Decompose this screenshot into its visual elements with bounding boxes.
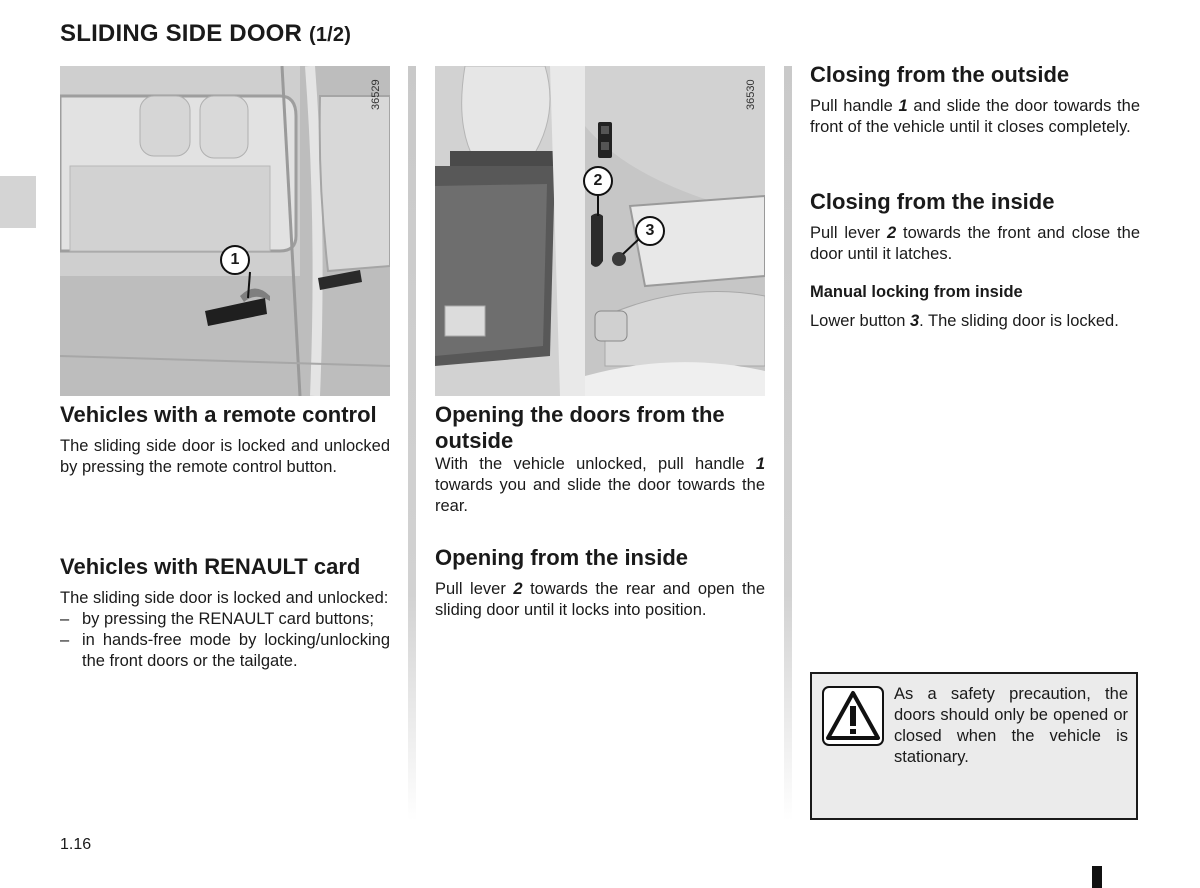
figure-reference-number: 36530 (745, 79, 757, 110)
item-reference: 3 (909, 312, 920, 330)
text-part: . The sliding door is locked. (919, 312, 1119, 330)
heading-manual-locking: Manual locking from inside (810, 283, 1023, 301)
section-opening-outside (435, 402, 765, 517)
text-part: and slide the door towards the front of the vehicle until it closes completely. (810, 97, 1140, 136)
list-dash: – (60, 631, 70, 649)
text-manual-locking (810, 311, 1140, 332)
page-title-part: (1/2) (308, 24, 352, 46)
interior-door-illustration (435, 66, 765, 396)
exterior-door-illustration (60, 66, 390, 396)
item-reference: 1 (755, 455, 765, 473)
list-dash: – (60, 610, 70, 628)
list-item (60, 609, 390, 630)
text-closing-inside (810, 223, 1140, 265)
page-title (60, 20, 351, 48)
text-part: Pull lever (810, 224, 887, 242)
figure-reference-number: 36529 (370, 79, 382, 110)
text-opening-inside (435, 579, 765, 621)
section-closing-inside (810, 189, 1140, 265)
page-number: 1.16 (60, 836, 92, 853)
heading-closing-outside: Closing from the outside (810, 62, 1070, 87)
text-part: towards the front and close the door until it latches. (810, 224, 1140, 263)
section-manual-locking (810, 282, 1140, 332)
text-remote-control: The sliding side door is locked and unlocked by pressing the remote control button. (60, 437, 390, 476)
heading-opening-inside: Opening from the inside (435, 545, 689, 570)
heading-remote-control: Vehicles with a remote control (60, 402, 377, 427)
item-reference: 2 (886, 224, 897, 242)
page-edge-marker (1092, 866, 1102, 888)
column-divider (784, 66, 792, 821)
list-item (60, 630, 390, 672)
text-part: towards the rear and open the sliding door until it locks into position. (435, 580, 765, 619)
page-title-main: SLIDING SIDE DOOR (60, 20, 303, 47)
warning-text: As a safety precaution, the doors should only be opened or closed when the vehicle is stationary. (894, 685, 1128, 766)
heading-renault-card: Vehicles with RENAULT card (60, 554, 361, 579)
list-item-text: in hands-free mode by locking/unlocking the front doors or the tailgate. (82, 631, 390, 670)
section-renault-card (60, 554, 390, 672)
chapter-tab (0, 176, 36, 228)
warning-triangle-icon (822, 686, 884, 746)
text-opening-outside (435, 454, 765, 517)
heading-opening-outside: Opening the doors from the outside (435, 402, 725, 453)
section-closing-outside (810, 62, 1140, 138)
text-part: Pull handle (810, 97, 899, 115)
warning-box (810, 672, 1138, 820)
callout-1: 1 (220, 245, 250, 275)
callout-2: 2 (583, 166, 613, 196)
text-part: Lower button (810, 312, 910, 330)
column-divider (408, 66, 416, 821)
list-item-text: by pressing the RENAULT card buttons; (82, 610, 374, 628)
item-reference: 1 (898, 97, 908, 115)
callout-3: 3 (635, 216, 665, 246)
section-remote-control (60, 402, 390, 478)
heading-closing-inside: Closing from the inside (810, 189, 1055, 214)
figure-exterior-handle (60, 66, 390, 396)
text-part: towards you and slide the door towards the rear. (435, 476, 765, 515)
text-part: With the vehicle unlocked, pull handle (435, 455, 756, 473)
text-part: Pull lever (435, 580, 514, 598)
figure-interior-lever (435, 66, 765, 396)
item-reference: 2 (513, 580, 523, 598)
section-opening-inside (435, 545, 765, 621)
text-renault-card-intro: The sliding side door is locked and unlocked: (60, 589, 389, 607)
text-closing-outside (810, 96, 1140, 138)
